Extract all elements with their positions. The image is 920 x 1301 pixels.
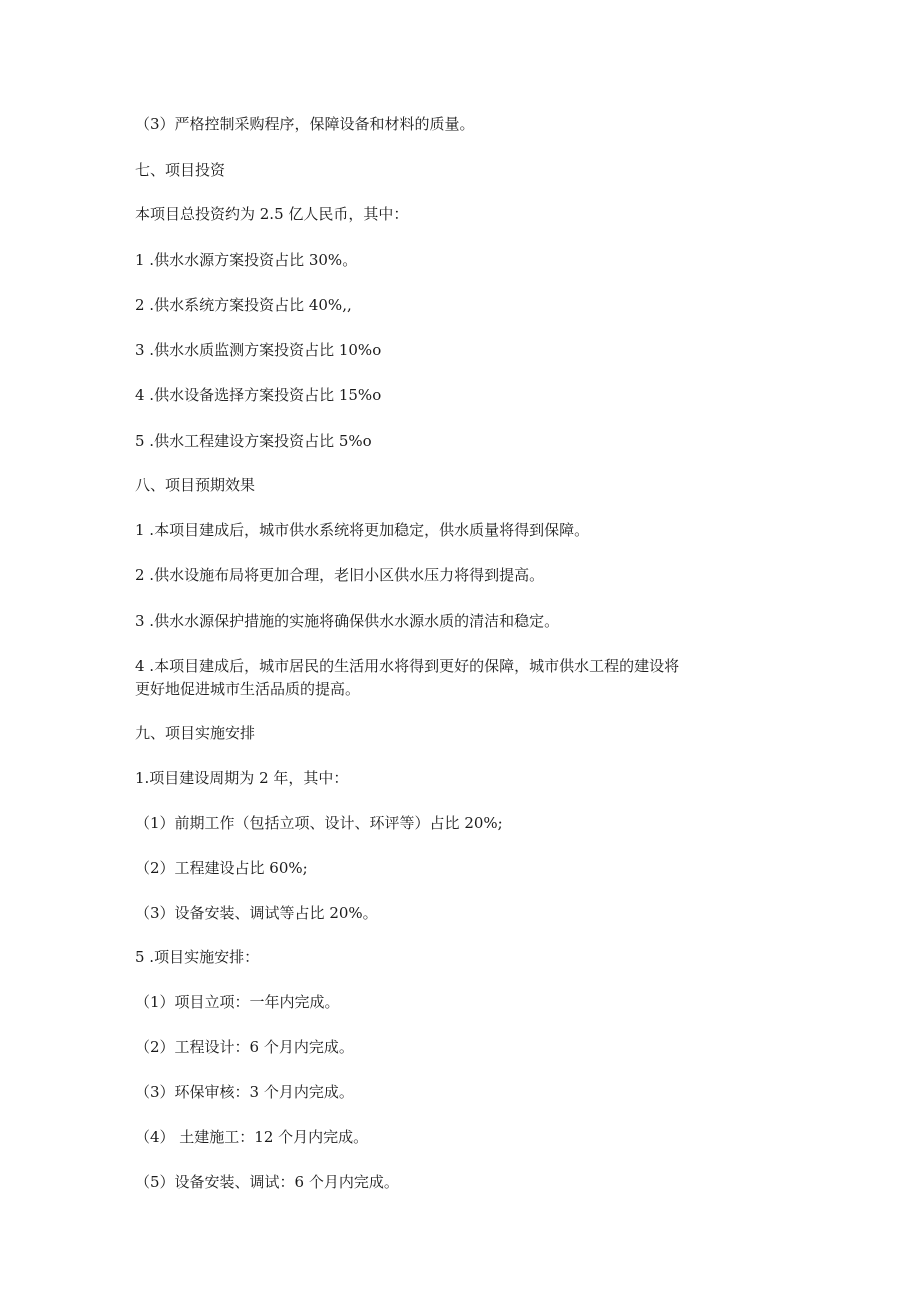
list-item-implementation-schedule: 5 .项目实施安排： xyxy=(135,948,260,966)
list-item-preliminary-work: （1）前期工作（包括立项、设计、环评等）占比 20%; xyxy=(135,814,503,832)
schedule-item-civil-construction: （4） 土建施工：12 个月内完成。 xyxy=(135,1128,369,1146)
list-item-engineering-construction: （2）工程建设占比 60%; xyxy=(135,859,308,877)
list-item-investment-3: 3 .供水水质监测方案投资占比 10%o xyxy=(135,341,382,359)
schedule-item-design: （2）工程设计：6 个月内完成。 xyxy=(135,1038,354,1056)
list-item-investment-1: 1 .供水水源方案投资占比 30%。 xyxy=(135,251,358,269)
list-item-effect-4: 4 .本项目建成后，城市居民的生活用水将得到更好的保障，城市供水工程的建设将 xyxy=(135,657,680,675)
list-item-effect-3: 3 .供水水源保护措施的实施将确保供水水源水质的清洁和稳定。 xyxy=(135,612,560,630)
paragraph-total-investment: 本项目总投资约为 2.5 亿人民币，其中： xyxy=(135,205,409,223)
list-item-equipment-installation: （3）设备安装、调试等占比 20%。 xyxy=(135,904,378,922)
schedule-item-environmental-review: （3）环保审核：3 个月内完成。 xyxy=(135,1083,354,1101)
list-item-effect-1: 1 .本项目建成后，城市供水系统将更加稳定，供水质量将得到保障。 xyxy=(135,521,590,539)
list-item-investment-2: 2 .供水系统方案投资占比 40%,, xyxy=(135,296,352,314)
list-item-effect-2: 2 .供水设施布局将更加合理，老旧小区供水压力将得到提高。 xyxy=(135,566,545,584)
schedule-item-approval: （1）项目立项：一年内完成。 xyxy=(135,993,340,1011)
list-item-procurement: （3）严格控制采购程序，保障设备和材料的质量。 xyxy=(135,115,475,133)
section-heading-expected-effects: 八、项目预期效果 xyxy=(135,476,256,494)
list-item-effect-4-continued: 更好地促进城市生活品质的提高。 xyxy=(135,680,361,698)
section-heading-implementation: 九、项目实施安排 xyxy=(135,724,256,742)
list-item-investment-4: 4 .供水设备选择方案投资占比 15%o xyxy=(135,386,382,404)
section-heading-investment: 七、项目投资 xyxy=(135,161,226,179)
schedule-item-equipment-commissioning: （5）设备安装、调试：6 个月内完成。 xyxy=(135,1173,399,1191)
list-item-investment-5: 5 .供水工程建设方案投资占比 5%o xyxy=(135,432,372,450)
list-item-construction-period: 1.项目建设周期为 2 年，其中： xyxy=(135,769,349,787)
